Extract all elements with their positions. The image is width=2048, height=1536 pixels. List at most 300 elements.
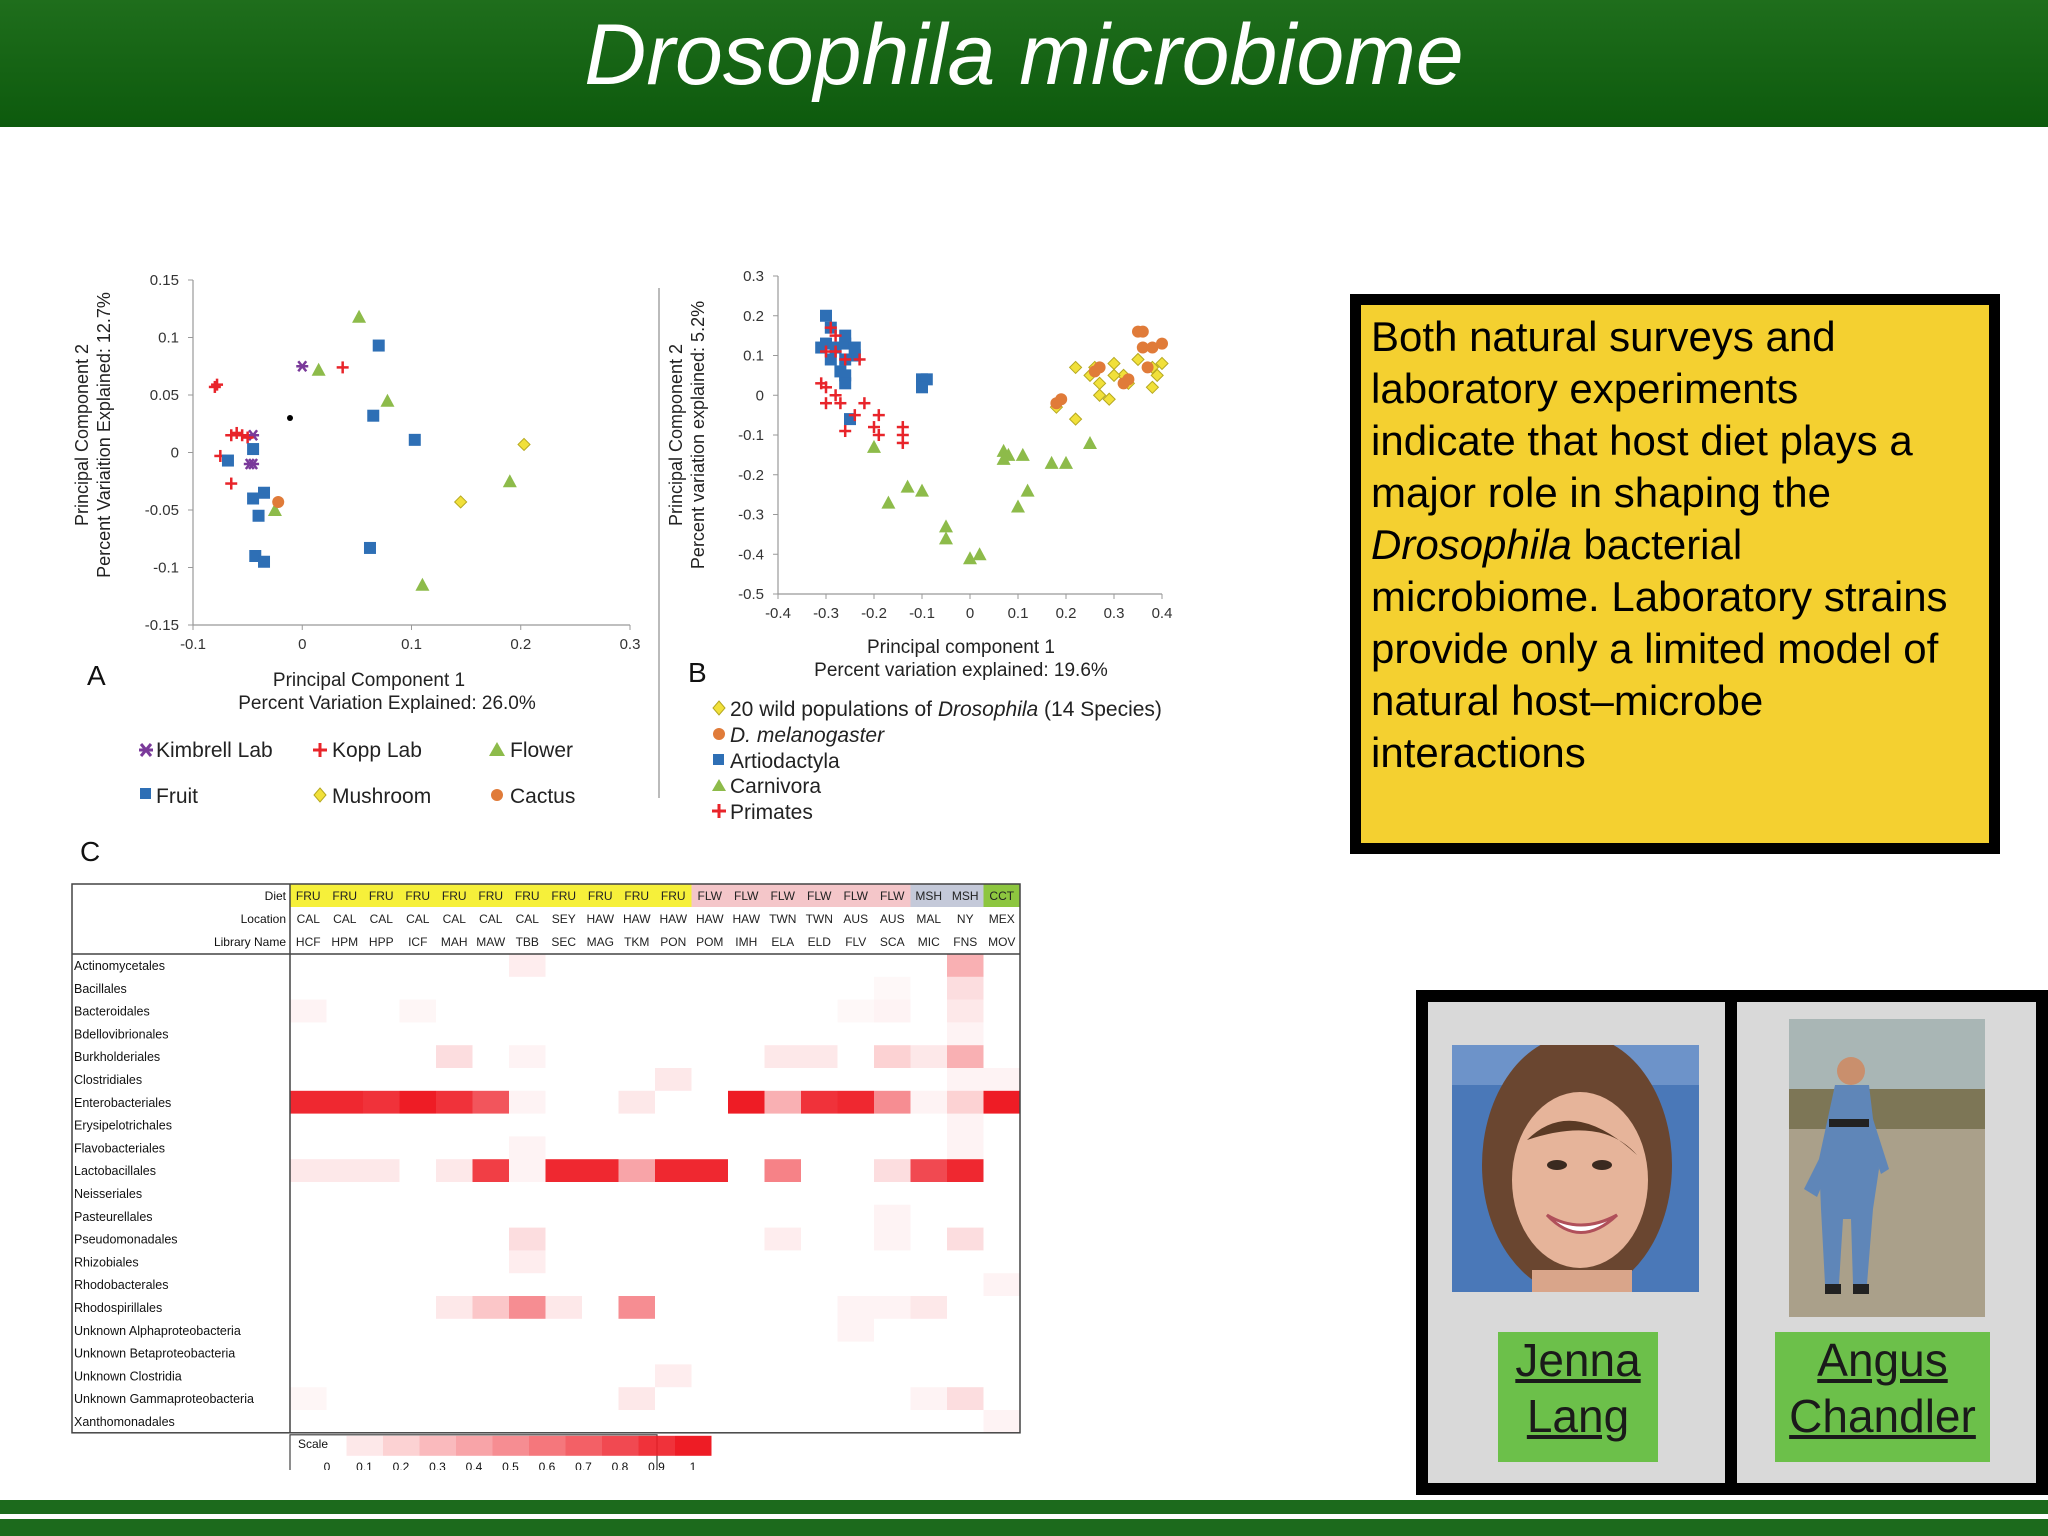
panel-b-point-triangle — [939, 519, 953, 532]
panel-c-label: C — [80, 836, 101, 867]
summary-line: microbiome. Laboratory strains — [1371, 573, 1948, 620]
scale-cell — [383, 1436, 420, 1456]
panel-a-x-tick-label: 0 — [298, 636, 307, 653]
heatmap-taxon-label: Neisseriales — [74, 1187, 143, 1201]
heatmap-cell — [874, 1000, 911, 1023]
legend-kimbrell-label: Kimbrell Lab — [156, 739, 273, 762]
scale-tick: 0.3 — [429, 1459, 446, 1470]
panel-b-point-circle — [1118, 377, 1130, 389]
heatmap-taxon-label: Unknown Alphaproteobacteria — [74, 1323, 241, 1338]
heatmap-taxon-label: Rhodospirillales — [74, 1301, 163, 1315]
scale-tick: 1 — [689, 1459, 697, 1470]
panel-a-point-plus — [337, 361, 349, 373]
heatmap-header-cell: CAL — [515, 912, 539, 926]
scale-cell — [420, 1436, 457, 1456]
heatmap-header-cell: AUS — [843, 912, 869, 926]
panel-a-y-tick-label: 0.15 — [149, 272, 179, 289]
panel-b-point-triangle — [1011, 500, 1025, 513]
summary-box-inner — [1361, 305, 1989, 843]
panel-a-x-tick-label: -0.1 — [180, 636, 206, 653]
heatmap-header-cell: MAL — [916, 912, 942, 926]
summary-line: indicate that host diet plays a — [1371, 417, 1913, 464]
heatmap-cell — [874, 1159, 911, 1182]
heatmap-cell — [838, 1091, 875, 1114]
heatmap-header-cell: FRU — [441, 889, 467, 903]
legend-primates-icon — [712, 804, 726, 818]
panel-b-y-tick-label: -0.5 — [738, 586, 764, 603]
panel-b-point-plus — [897, 437, 909, 449]
heatmap-header-cell: HPP — [368, 935, 394, 949]
scale-cell — [675, 1436, 712, 1456]
heatmap-header-cell: ICF — [408, 935, 428, 949]
heatmap-header-cell: FLW — [770, 889, 795, 903]
panel-b-x-tick-label: 0.1 — [1007, 605, 1029, 622]
heatmap-header-cell: HAW — [586, 912, 615, 926]
summary-italic: Drosophila — [1371, 521, 1572, 568]
legend-fruit-label: Fruit — [156, 785, 198, 808]
panel-a-point-square — [258, 487, 270, 499]
panel-a-point-triangle — [503, 474, 517, 487]
scale-tick: 0.7 — [575, 1459, 592, 1470]
scale-tick: 0.4 — [465, 1459, 483, 1470]
scale-cell — [456, 1436, 493, 1456]
person-card-inner — [1428, 1002, 1726, 1483]
heatmap-header-cell: NY — [956, 912, 974, 926]
slide-title: Drosophila microbiome — [584, 7, 1464, 103]
panel-b-point-circle — [1156, 338, 1168, 350]
heatmap-cell — [838, 1296, 875, 1319]
legend-melanogaster-icon — [713, 728, 725, 740]
panel-a-point-square — [364, 542, 376, 554]
heatmap-cell — [655, 1068, 692, 1091]
panel-b-point-triangle — [939, 531, 953, 544]
heatmap-cell — [327, 1159, 364, 1182]
heatmap-header-cell: MEX — [988, 912, 1015, 926]
panel-a-point-plus — [209, 381, 221, 393]
heatmap-cell — [436, 1045, 473, 1068]
heatmap-header-cell: FRU — [624, 889, 650, 903]
panel-b-point-circle — [1050, 397, 1062, 409]
panel-a-y-tick-label: -0.05 — [144, 502, 179, 519]
heatmap-cell — [984, 1068, 1021, 1091]
panel-a-legend — [139, 739, 575, 808]
heatmap-header-cell: MSH — [915, 889, 943, 903]
heatmap-cell — [582, 1159, 619, 1182]
heatmap-cell — [765, 1091, 802, 1114]
heatmap-cell — [984, 1410, 1021, 1433]
panel-b-x-tick-label: 0 — [965, 605, 975, 622]
heatmap-header-cell: HAW — [622, 912, 651, 926]
heatmap-taxon-label: Unknown Gammaproteobacteria — [74, 1392, 254, 1407]
heatmap-header-cell: CAL — [406, 912, 430, 926]
heatmap-cell — [984, 1091, 1021, 1114]
heatmap-cell — [911, 1296, 948, 1319]
panel-a-point-square — [258, 556, 270, 568]
panel-b-y-tick-label: 0.1 — [743, 347, 764, 365]
legend-mushroom-label: Mushroom — [332, 785, 432, 808]
heatmap-cell — [911, 1387, 948, 1410]
heatmap-cell — [765, 1228, 802, 1251]
scale-tick: 0.9 — [648, 1459, 665, 1470]
panel-b-x-tick-label: -0.3 — [813, 605, 839, 622]
scale-cell — [493, 1436, 530, 1456]
panel-a-point-square — [247, 443, 259, 455]
panel-a-point-square — [253, 510, 265, 522]
panel-a-point-diamond — [518, 438, 530, 450]
heatmap-header-cell: MOV — [988, 935, 1016, 949]
heatmap-header-cell: CAL — [333, 912, 357, 926]
panel-a-point-unlabelled — [287, 415, 293, 421]
scale-tick: 0 — [323, 1459, 331, 1470]
heatmap-header-cell: TWN — [769, 912, 797, 926]
heatmap-taxon-label: Erysipelotrichales — [74, 1118, 172, 1133]
panel-b-point-diamond — [1146, 381, 1158, 393]
panel-b-point-plus — [820, 397, 832, 409]
heatmap-cell — [436, 1159, 473, 1182]
heatmap-cell — [509, 954, 546, 977]
heatmap-taxon-label: Pasteurellales — [74, 1209, 153, 1224]
summary-line: natural host–microbe — [1371, 677, 1764, 724]
heatmap-cell — [838, 1000, 875, 1023]
heatmap-cell — [509, 1296, 546, 1319]
heatmap-cell — [874, 1228, 911, 1251]
heatmap-cell — [655, 1159, 692, 1182]
panel-b-x-tick-label: 0.3 — [1103, 605, 1125, 622]
summary-line-rest: bacterial — [1571, 521, 1743, 568]
panel-b-point-square — [820, 310, 832, 322]
heatmap-cell — [290, 1000, 327, 1023]
heatmap-header-cell: MAW — [476, 935, 506, 949]
heatmap-taxon-label: Rhodobacterales — [74, 1278, 169, 1293]
panel-b-point-triangle — [901, 480, 915, 493]
panel-b-point-diamond — [1070, 361, 1082, 373]
legend-kopp-icon — [313, 743, 327, 757]
heatmap-cell — [509, 1228, 546, 1251]
heatmap-cell — [400, 1091, 437, 1114]
heatmap-header-cell: FRU — [660, 889, 686, 903]
heatmap-header-cell: ELA — [771, 935, 795, 949]
heatmap-header-cell: FLV — [845, 935, 867, 949]
legend-kopp-label: Kopp Lab — [332, 739, 422, 762]
panel-a-point-triangle — [312, 363, 326, 376]
person-card-angus — [1725, 990, 2048, 1495]
legend-artiodactyla-icon — [713, 754, 724, 765]
panel-b-point-plus — [858, 397, 870, 409]
heatmap-header-cell: FRU — [368, 889, 394, 903]
panel-b-point-diamond — [1108, 369, 1120, 381]
heatmap-header-cell: FLW — [734, 889, 759, 903]
heatmap-cell — [290, 1091, 327, 1114]
heatmap-header-cell: FLW — [843, 889, 868, 903]
heatmap-header-cell: CAL — [369, 912, 393, 926]
heatmap-header-cell: FRU — [478, 889, 504, 903]
panel-a-y-tick-label: -0.1 — [153, 559, 179, 577]
summary-line: laboratory experiments — [1371, 365, 1799, 412]
heatmap-header-cell: FRU — [405, 889, 431, 903]
heatmap-row-header: Location — [240, 912, 286, 926]
panel-a-point-plus — [231, 427, 243, 439]
panel-a-point-circle — [272, 496, 284, 508]
panel-b-point-diamond — [1108, 357, 1120, 369]
heatmap-header-cell: MIC — [917, 935, 940, 949]
jenna-name-link[interactable] — [1498, 1332, 1658, 1462]
heatmap-taxon-label: Burkholderiales — [74, 1050, 161, 1065]
panel-b-xlabel2: Percent variation explained: 19.6% — [814, 660, 1108, 681]
heatmap-cell — [947, 1228, 984, 1251]
heatmap-taxon-label: Bacteroidales — [74, 1004, 150, 1019]
panel-b-point-circle — [1089, 365, 1101, 377]
panel-a-y-tick-label: 0.1 — [158, 329, 179, 347]
panel-b-point-triangle — [881, 496, 895, 509]
heatmap-taxon-label: Xanthomonadales — [74, 1415, 175, 1429]
heatmap-header-cell: HCF — [295, 935, 321, 949]
panel-a-xlabel1: Principal Component 1 — [272, 670, 466, 691]
heatmap-cell — [874, 1205, 911, 1228]
panel-a-y-tick-label: -0.15 — [144, 617, 179, 634]
summary-line: interactions — [1371, 729, 1586, 776]
legend-kimbrell-icon — [139, 744, 153, 756]
summary-text — [1371, 311, 1981, 779]
scale-tick: 0.6 — [538, 1459, 556, 1470]
heatmap-taxon-label: Lactobacillales — [74, 1164, 156, 1179]
panel-b-point-circle — [1137, 326, 1149, 338]
heatmap-cell — [947, 954, 984, 977]
heatmap-cell — [509, 1136, 546, 1159]
legend-artiodactyla-label: Artiodactyla — [730, 750, 840, 773]
legend-fruit-icon — [140, 788, 151, 799]
heatmap-taxon-label: Actinomycetales — [74, 959, 166, 973]
panel-b-y-tick-label: -0.4 — [738, 546, 764, 564]
heatmap-cell — [911, 1045, 948, 1068]
panel-b-point-triangle — [1045, 456, 1059, 469]
person-card-inner — [1737, 1002, 2036, 1483]
heatmap-header-cell: FRU — [332, 889, 358, 903]
heatmap-header-cell: SEY — [551, 912, 576, 926]
panel-b-x-tick-label: 0.4 — [1151, 605, 1173, 622]
heatmap-cell — [619, 1387, 656, 1410]
panel-b-point-triangle — [867, 440, 881, 453]
panel-b-ylabel1: Principal Component 2 — [666, 343, 686, 527]
heatmap-cell — [911, 1159, 948, 1182]
heatmap-taxon-label: Enterobacteriales — [74, 1095, 172, 1110]
summary-line: provide only a limited model of — [1371, 625, 1939, 672]
panel-a-point-plus — [211, 379, 223, 391]
scale-tick: 0.8 — [611, 1459, 629, 1470]
heatmap-cell — [947, 1022, 984, 1045]
heatmap-header-cell: CAL — [479, 912, 503, 926]
panel-b-x-tick-label: 0.2 — [1055, 605, 1077, 622]
scale-tick: 0.5 — [502, 1459, 519, 1470]
panel-b-point-square — [916, 381, 928, 393]
panel-b-xlabel1: Principal component 1 — [867, 637, 1055, 658]
heatmap-header-cell: MAH — [440, 935, 468, 949]
heatmap-cell — [911, 1091, 948, 1114]
heatmap-cell — [290, 1387, 327, 1410]
panel-b-y-tick-label: -0.1 — [738, 427, 764, 444]
heatmap-cell — [619, 1091, 656, 1114]
heatmap-cell — [874, 1296, 911, 1319]
heatmap-header-cell: TBB — [515, 935, 539, 949]
heatmap-taxon-label: Pseudomonadales — [74, 1232, 178, 1247]
heatmap-header-cell: ELD — [807, 935, 831, 949]
panel-b-point-diamond — [1132, 353, 1144, 365]
panel-a-point-triangle — [415, 578, 429, 591]
heatmap-header-cell: FNS — [953, 935, 978, 949]
heatmap-header-cell: FLW — [880, 889, 905, 903]
heatmap-cell — [473, 1091, 510, 1114]
heatmap-cell — [619, 1159, 656, 1182]
panel-b-x-tick-label: -0.1 — [909, 605, 935, 622]
heatmap-cell — [947, 1159, 984, 1182]
heatmap-cell — [327, 1091, 364, 1114]
heatmap-header-cell: MAG — [586, 935, 614, 949]
footer-bar — [0, 1519, 2048, 1536]
scale-tick: 0.1 — [356, 1459, 373, 1470]
summary-line — [1371, 519, 1981, 571]
heatmap-header-cell: CAL — [296, 912, 320, 926]
heatmap-cell — [947, 1387, 984, 1410]
legend-wild-icon — [713, 701, 725, 715]
heatmap-cell — [947, 1091, 984, 1114]
panel-b-point-triangle — [1021, 484, 1035, 497]
heatmap-cell — [947, 1068, 984, 1091]
heatmap-taxon-label: Rhizobiales — [74, 1255, 139, 1270]
heatmap-header-cell: FRU — [295, 889, 321, 903]
heatmap-row-header: Library Name — [213, 935, 286, 949]
heatmap-header-cell: HAW — [695, 912, 724, 926]
angus-first-name: Angus — [1817, 1334, 1948, 1386]
panel-a-point-square — [367, 410, 379, 422]
legend-cactus-icon — [491, 789, 503, 801]
heatmap-header-cell: FLW — [807, 889, 832, 903]
panel-b-y-tick-label: 0.3 — [743, 268, 764, 285]
heatmap-cell — [947, 1045, 984, 1068]
panel-b-y-tick-label: -0.2 — [738, 466, 764, 484]
heatmap-cell — [947, 1114, 984, 1137]
heatmap-header-cell: TWN — [805, 912, 833, 926]
heatmap-header-cell: PON — [660, 935, 687, 949]
panel-b-chart — [660, 260, 1240, 820]
jenna-first-name: Jenna — [1515, 1334, 1641, 1386]
panel-a-point-triangle — [352, 310, 366, 323]
panel-a-point-plus — [236, 429, 248, 441]
angus-name-link[interactable] — [1775, 1332, 1990, 1462]
panel-a-point-square — [409, 434, 421, 446]
panel-a-point-square — [247, 493, 259, 505]
heatmap-header-cell: FLW — [697, 889, 722, 903]
panel-b-point-plus — [839, 425, 851, 437]
heatmap-cell — [509, 1250, 546, 1273]
panel-b-point-triangle — [1016, 448, 1030, 461]
legend-carnivora-label: Carnivora — [730, 775, 822, 798]
panel-a-x-tick-label: 0.3 — [619, 636, 641, 653]
panel-b-point-triangle — [1059, 456, 1073, 469]
panel-b-point-plus — [873, 409, 885, 421]
panel-b-point-diamond — [1094, 377, 1106, 389]
legend-flower-icon — [489, 742, 505, 756]
heatmap-cell — [473, 1296, 510, 1319]
heatmap-header-cell: CAL — [442, 912, 466, 926]
legend-carnivora-icon — [712, 779, 726, 791]
heatmap-header-cell: CCT — [989, 889, 1015, 903]
jenna-last-name: Lang — [1526, 1390, 1630, 1442]
scale-tick: 0.2 — [392, 1459, 410, 1470]
heatmap-cell — [728, 1091, 765, 1114]
panel-b-y-tick-label: -0.3 — [738, 506, 764, 524]
panel-b-label: B — [688, 657, 707, 688]
heatmap-header-cell: HAW — [659, 912, 688, 926]
heatmap-taxon-label: Bdellovibrionales — [74, 1027, 169, 1042]
heatmap-header-cell: SEC — [551, 935, 577, 949]
panel-b-ylabel2: Percent variation explained: 5.2% — [688, 300, 708, 570]
angus-last-name: Chandler — [1789, 1390, 1976, 1442]
heatmap-header-cell: HAW — [732, 912, 761, 926]
legend-primates-label: Primates — [730, 801, 813, 820]
heatmap-header-cell: MSH — [951, 889, 979, 903]
legend-cactus-label: Cactus — [510, 785, 576, 808]
panel-a-point-plus — [225, 429, 237, 441]
panel-b-point-square — [839, 377, 851, 389]
heatmap-cell — [765, 1159, 802, 1182]
scale-label: Scale — [298, 1436, 329, 1451]
heatmap-cell — [290, 1159, 327, 1182]
panel-b-point-diamond — [1070, 413, 1082, 425]
heatmap-header-cell: FRU — [587, 889, 613, 903]
heatmap-cell — [509, 1159, 546, 1182]
panel-b-point-triangle — [915, 484, 929, 497]
heatmap-cell — [801, 1045, 838, 1068]
summary-line: major role in shaping the — [1371, 469, 1831, 516]
legend-wild-label: 20 wild populations of Drosophila (14 Species) — [730, 698, 1162, 721]
heatmap-cell — [984, 1273, 1021, 1296]
panel-b-x-tick-label: -0.4 — [765, 605, 791, 622]
footer-bar — [0, 1500, 2048, 1514]
heatmap-taxon-label: Clostridiales — [74, 1073, 143, 1087]
scale-cell — [602, 1436, 639, 1456]
legend-mushroom-icon — [314, 788, 326, 802]
heatmap-cell — [874, 977, 911, 1000]
heatmap-cell — [692, 1159, 729, 1182]
summary-box — [1350, 294, 2000, 854]
scale-cell — [529, 1436, 566, 1456]
legend-melanogaster-label: D. melanogaster — [730, 724, 885, 747]
scale-cell — [347, 1436, 384, 1456]
heatmap-cell — [619, 1296, 656, 1319]
angus-photo — [1789, 1019, 1985, 1317]
panel-a-chart — [60, 260, 660, 820]
heatmap-cell — [436, 1296, 473, 1319]
panel-a-ylabel1: Principal Component 2 — [72, 343, 92, 527]
panel-a-ylabel2: Percent Variaition Explained: 12.7% — [94, 292, 114, 578]
heatmap-cell — [509, 1045, 546, 1068]
person-card-jenna — [1416, 990, 1738, 1495]
panel-a-xlabel2: Percent Variation Explained: 26.0% — [238, 693, 536, 714]
panel-a-y-tick-label: 0.05 — [149, 387, 179, 404]
panel-b-point-circle — [1142, 361, 1154, 373]
heatmap-cell — [436, 1091, 473, 1114]
heatmap-cell — [473, 1159, 510, 1182]
heatmap-taxon-label: Bacillales — [74, 981, 127, 996]
scale-cell — [566, 1436, 603, 1456]
panel-a-point-square — [373, 340, 385, 352]
panel-a-point-diamond — [455, 496, 467, 508]
panel-b-y-tick-label: 0 — [755, 387, 764, 405]
heatmap-cell — [765, 1045, 802, 1068]
heatmap-cell — [947, 977, 984, 1000]
panel-b-legend — [712, 698, 1162, 820]
panel-a-y-tick-label: 0 — [170, 444, 179, 462]
heatmap-header-cell: HPM — [331, 935, 359, 949]
